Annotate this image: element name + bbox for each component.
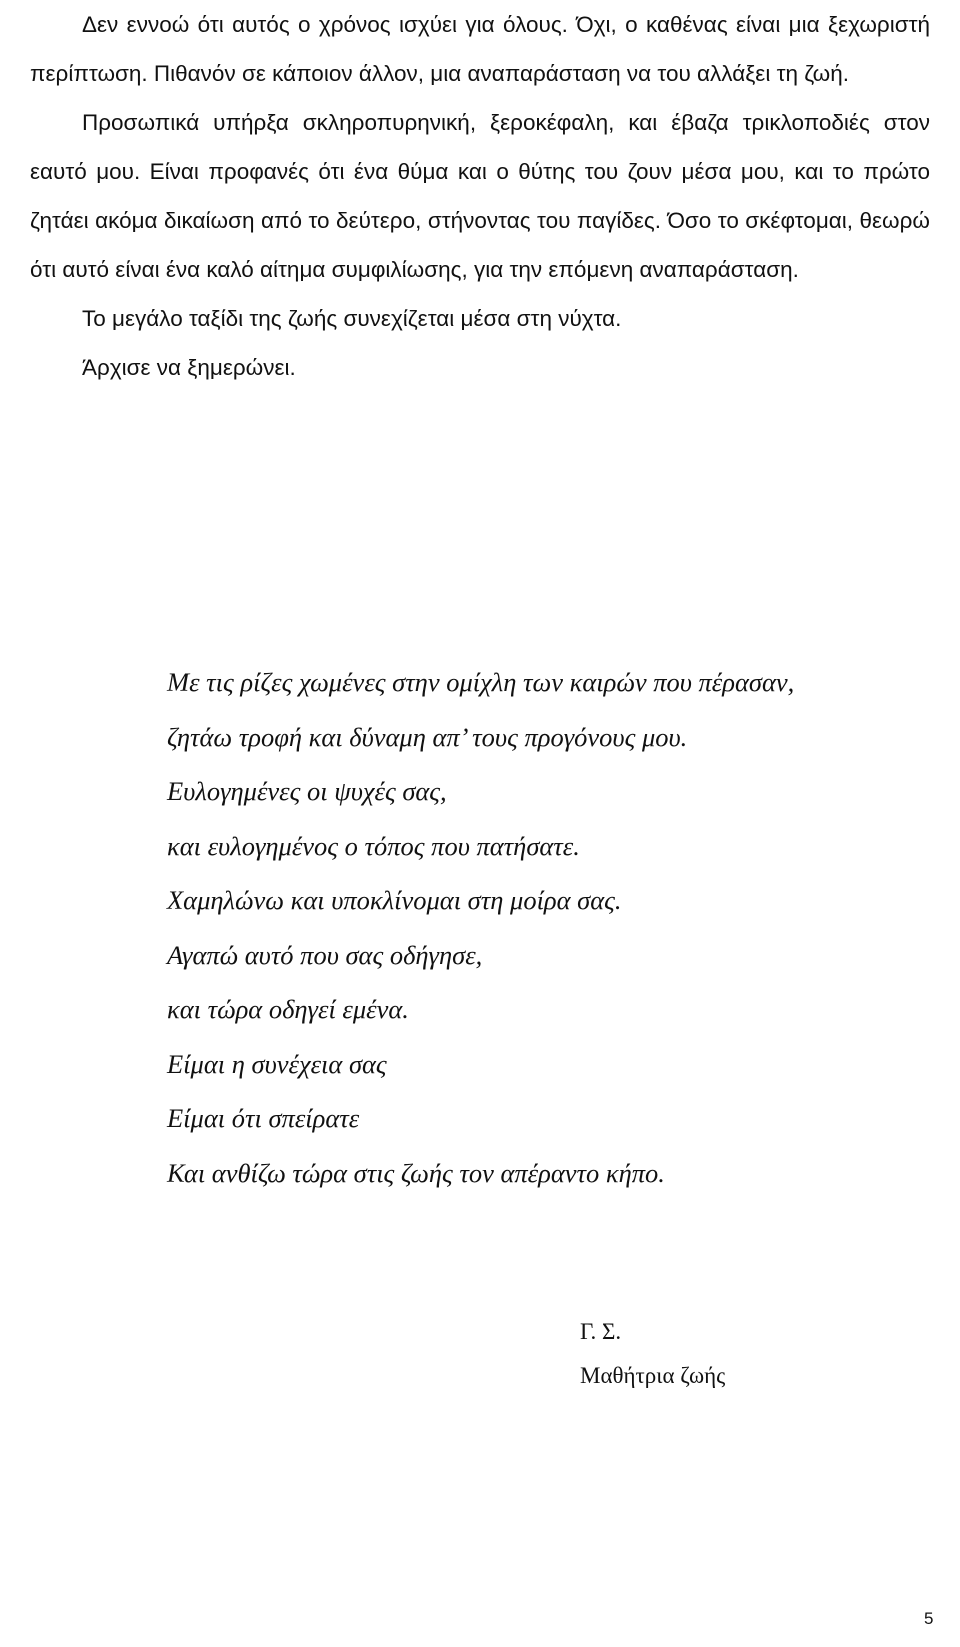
paragraph: Άρχισε να ξημερώνει. <box>82 355 296 380</box>
poem-line: Είμαι η συνέχεια σας <box>167 1048 387 1079</box>
paragraph: Δεν εννοώ ότι αυτός ο χρόνος ισχύει για όλους. Όχι, ο καθένας είναι μια ξεχωριστή περίπτωση. Πιθανόν σε κάποιον άλλον, μια αναπαράσταση να του αλλάξει τη ζωή. <box>30 12 930 86</box>
signature <box>580 1310 725 1398</box>
signature-initials: Γ. Σ. <box>580 1319 622 1344</box>
paragraph: Το μεγάλο ταξίδι της ζωής συνεχίζεται μέσα στη νύχτα. <box>82 306 622 331</box>
poem-line: ζητάω τροφή και δύναμη απ’ τους προγόνους μου. <box>167 721 688 752</box>
poem <box>167 655 794 1200</box>
poem-line: και ευλογημένος ο τόπος που πατήσατε. <box>167 830 580 861</box>
prose-section <box>30 0 930 392</box>
poem-line: Αγαπώ αυτό που σας οδήγησε, <box>167 939 483 970</box>
paragraph: Προσωπικά υπήρξα σκληροπυρηνική, ξεροκέφαλη, και έβαζα τρικλοποδιές στον εαυτό μου. Είναι προφανές ότι ένα θύμα και ο θύτης του ζουν μέσα μου, και το πρώτο ζητάει ακόμα δικαίωση από το δεύτερο, στήνοντας του παγίδες. Όσο το σκέφτομαι, θεωρώ ότι αυτό είναι ένα καλό αίτημα συμφιλίωσης, για την επόμενη αναπαράσταση. <box>30 110 930 282</box>
page-number: 5 <box>924 1609 934 1628</box>
poem-line: Με τις ρίζες χωμένες στην ομίχλη των καιρών που πέρασαν, <box>167 667 795 697</box>
poem-line: Είμαι ότι σπείρατε <box>167 1103 360 1133</box>
poem-line: Χαμηλώνω και υποκλίνομαι στη μοίρα σας. <box>167 885 622 915</box>
signature-title: Μαθήτρια ζωής <box>580 1363 726 1388</box>
poem-line: και τώρα οδηγεί εμένα. <box>167 994 409 1024</box>
poem-line: Και ανθίζω τώρα στις ζωής τον απέραντο κήπο. <box>167 1157 665 1188</box>
poem-line: Ευλογημένες οι ψυχές σας, <box>167 776 447 806</box>
